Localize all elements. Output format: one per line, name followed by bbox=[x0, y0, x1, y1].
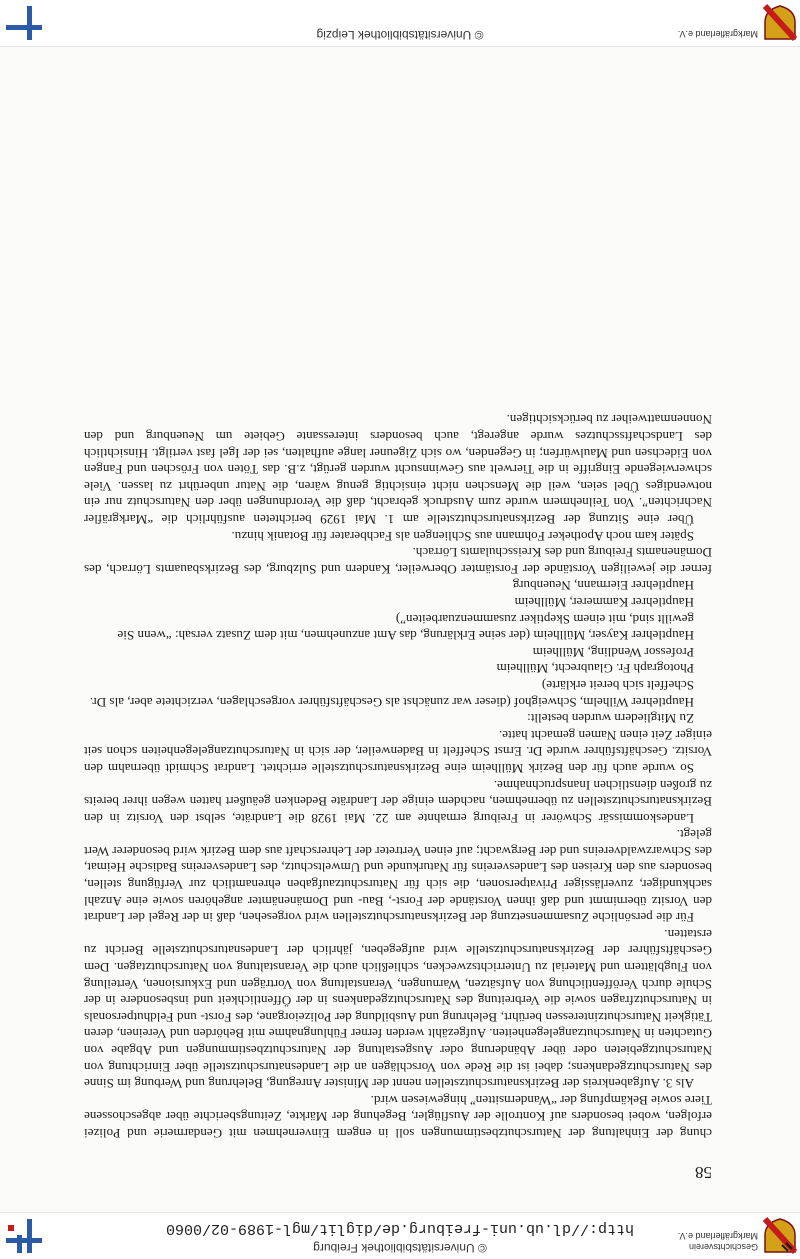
list-item: Hauptlehrer Kayser, Müllheim (der seine Erklärung, das Amt anzunehmen, mit dem Zusatz versah: “wenn Sie gewillt sind, mit einem Skeptiker zusammenzuarbeiten”) bbox=[117, 611, 694, 644]
page-text bbox=[84, 411, 712, 1141]
paragraph: Als 3. Aufgabenkreis der Bezirksnaturschutzstellen nennt der Minister Anregung, Belehrung und Werbung im Sinne des Naturschutzgedankens; dabei ist die Rede von Vorschlägen an die Landesnaturschutzstelle über Einrichtung von Naturschutzgebieten oder über Abänderung oder Ausgestaltung der Naturschutzbestimmungen und Abgabe von Gutachten in Naturschutzangelegenheiten. Aufgezählt werden ferner Fühlungnahme mit Behörden und Vereinen, deren Tätigkeit Naturschutzinteressen berührt, Belehrung und Ausbildung der Polizeiorgane, des Forst- und Feldhutpersonals in Naturschutzfragen sowie die Verbreitung des Naturschutzgedankens in der Öffentlichkeit und insbesondere in der Schule durch Veröffentlichung von Aufsätzen, Warnungen, Veranstaltung von Vorträgen und Exkursionen, Verteilung von Flugblättern und Material zu Unterrichtszwecken, schließlich auch die Veranstaltung von Naturschutztagen. Dem Geschäftsführer der Bezirksnaturschutzstelle wird aufgegeben, jährlich der Landesnaturschutzstelle Bericht zu erstatten. bbox=[84, 926, 712, 1092]
permalink-url[interactable]: http://dl.ub.uni-freiburg.de/diglit/mgl-1989-02/0060 bbox=[165, 1220, 635, 1237]
copyright-notice: © Universitätsbibliothek Leipzig bbox=[316, 28, 484, 42]
paragraph: So wurde auch für den Bezirk Müllheim eine Bezirksnaturschutzstelle errichtet. Landrat Schmidt übernahm den Vorsitz. Geschäftsführer wurde Dr. Ernst Scheffelt in Badenweiler, der sich in Naturschutzangelegenheiten schon seit einiger Zeit einen Namen gemacht hatte. bbox=[84, 727, 712, 776]
member-list bbox=[84, 577, 712, 710]
library-logo-icon bbox=[4, 4, 44, 42]
list-item: Professor Wendling, Müllheim bbox=[532, 644, 694, 660]
list-item: Hauptlehrer Wilhelm, Schweighof (dieser war zunächst als Geschäftsführer vorgeschlagen, verzichtete aber, als Dr. Scheffelt sich bereit erklärte) bbox=[89, 677, 694, 710]
paragraph: Für die persönliche Zusammensetzung der Bezirksnaturschutzstellen wird vorgesehen, daß in der Regel der Landrat den Vorsitz übernimmt und daß ihnen Vorstände der Forst-, Bau- und Domänenämter angehören sowie eine Anzahl sachkundiger, zuverlässiger Privatpersonen, die sich für Naturschutzaufgaben ehrenamtlich zur Verfügung stellen, besonders aus den Kreisen des Landesvereins für Naturkunde und Umweltschutz, des Landesvereins Badische Heimat, des Schwarzwaldvereins und der Bergwacht; auf einen Vertreter der Lehrerschaft aus dem Bezirk wird besonderer Wert gelegt. bbox=[84, 827, 712, 926]
paragraph: Später kam noch Apotheker Fohmann aus Schliengen als Fachberater für Botanik hinzu. bbox=[231, 528, 694, 544]
list-item: Hauptlehrer Kammerer, Müllheim bbox=[514, 595, 694, 610]
paragraph: Über eine Sitzung der Bezirksnaturschutzstelle am 1. Mai 1929 berichteten ausführlich die “Markgräfler Nachrichten”. Von Teilnehmern wurde zum Ausdruck gebracht, daß die Verordnungen über den Naturschutz nur ein notwendiges Übel seien, weil die Menschen nicht einsichtig genug wären, die Natur unberührt zu lassen. Viele schwerwiegende Eingriffe in die Tierwelt aus Gewinnsucht wurden gerügt, z.B. das Töten von Fröschen und Fangen von Eidechsen und Maulwürfen; in Gegenden, wo sich Zigeuner lange aufhalten, sei der Igel fast vertilgt. Hinsichtlich des Landschaftsschutzes wurde angeregt, auch besonders interessante Gebiete um Neuenburg und den Nonnenmattweiher zu berücksichtigen. bbox=[84, 412, 712, 528]
library-logo-icon bbox=[4, 1217, 44, 1255]
paragraph: Landeskommissär Schwörer in Freiburg ermahnte am 22. Mai 1928 die Landräte, selbst den Vorsitz in den Bezirksnaturschutzstellen zu übernehmen, nachdem einige der Landräte Bedenken geäußert hatten wegen ihrer bereits zu großen dienstlichen Inanspruchnahme. bbox=[84, 777, 712, 826]
list-item: Photograph Fr. Glaubrecht, Müllheim bbox=[496, 661, 694, 677]
paragraph: chung der Einhaltung der Naturschutzbestimmungen soll in engem Einvernehmen mit Gendarmerie und Polizei erfolgen, wobei besonders auf Kontrolle der Ausflügler, Begehung der Märkte, Zeitungsberichte über abgeschossene Tiere sowie Bekämpfung der “Wandernsitten” hingewiesen wird. bbox=[84, 1092, 712, 1141]
paragraph: Zu Mitgliedern wurden bestellt: bbox=[527, 711, 694, 727]
crest-label: Geschichtsverein Markgräflerland e.V. bbox=[677, 1231, 758, 1252]
crest-label: Markgräflerland e.V. bbox=[677, 29, 758, 39]
paragraph: ferner die jeweiligen Vorstände der Forstämter Oberweiler, Kandern und Sulzburg, des Bezirksbauamts Lörrach, des Domänenamts Freiburg und des Kreisschulamts Lörrach. bbox=[84, 545, 712, 577]
header-bar bbox=[0, 1213, 800, 1259]
copyright-notice: © Universitätsbibliothek Freiburg bbox=[313, 1241, 487, 1255]
list-item: Hauptlehrer Eiermann, Neuenburg bbox=[512, 578, 694, 594]
footer-bar bbox=[0, 0, 800, 46]
page-number: 58 bbox=[695, 1163, 712, 1182]
